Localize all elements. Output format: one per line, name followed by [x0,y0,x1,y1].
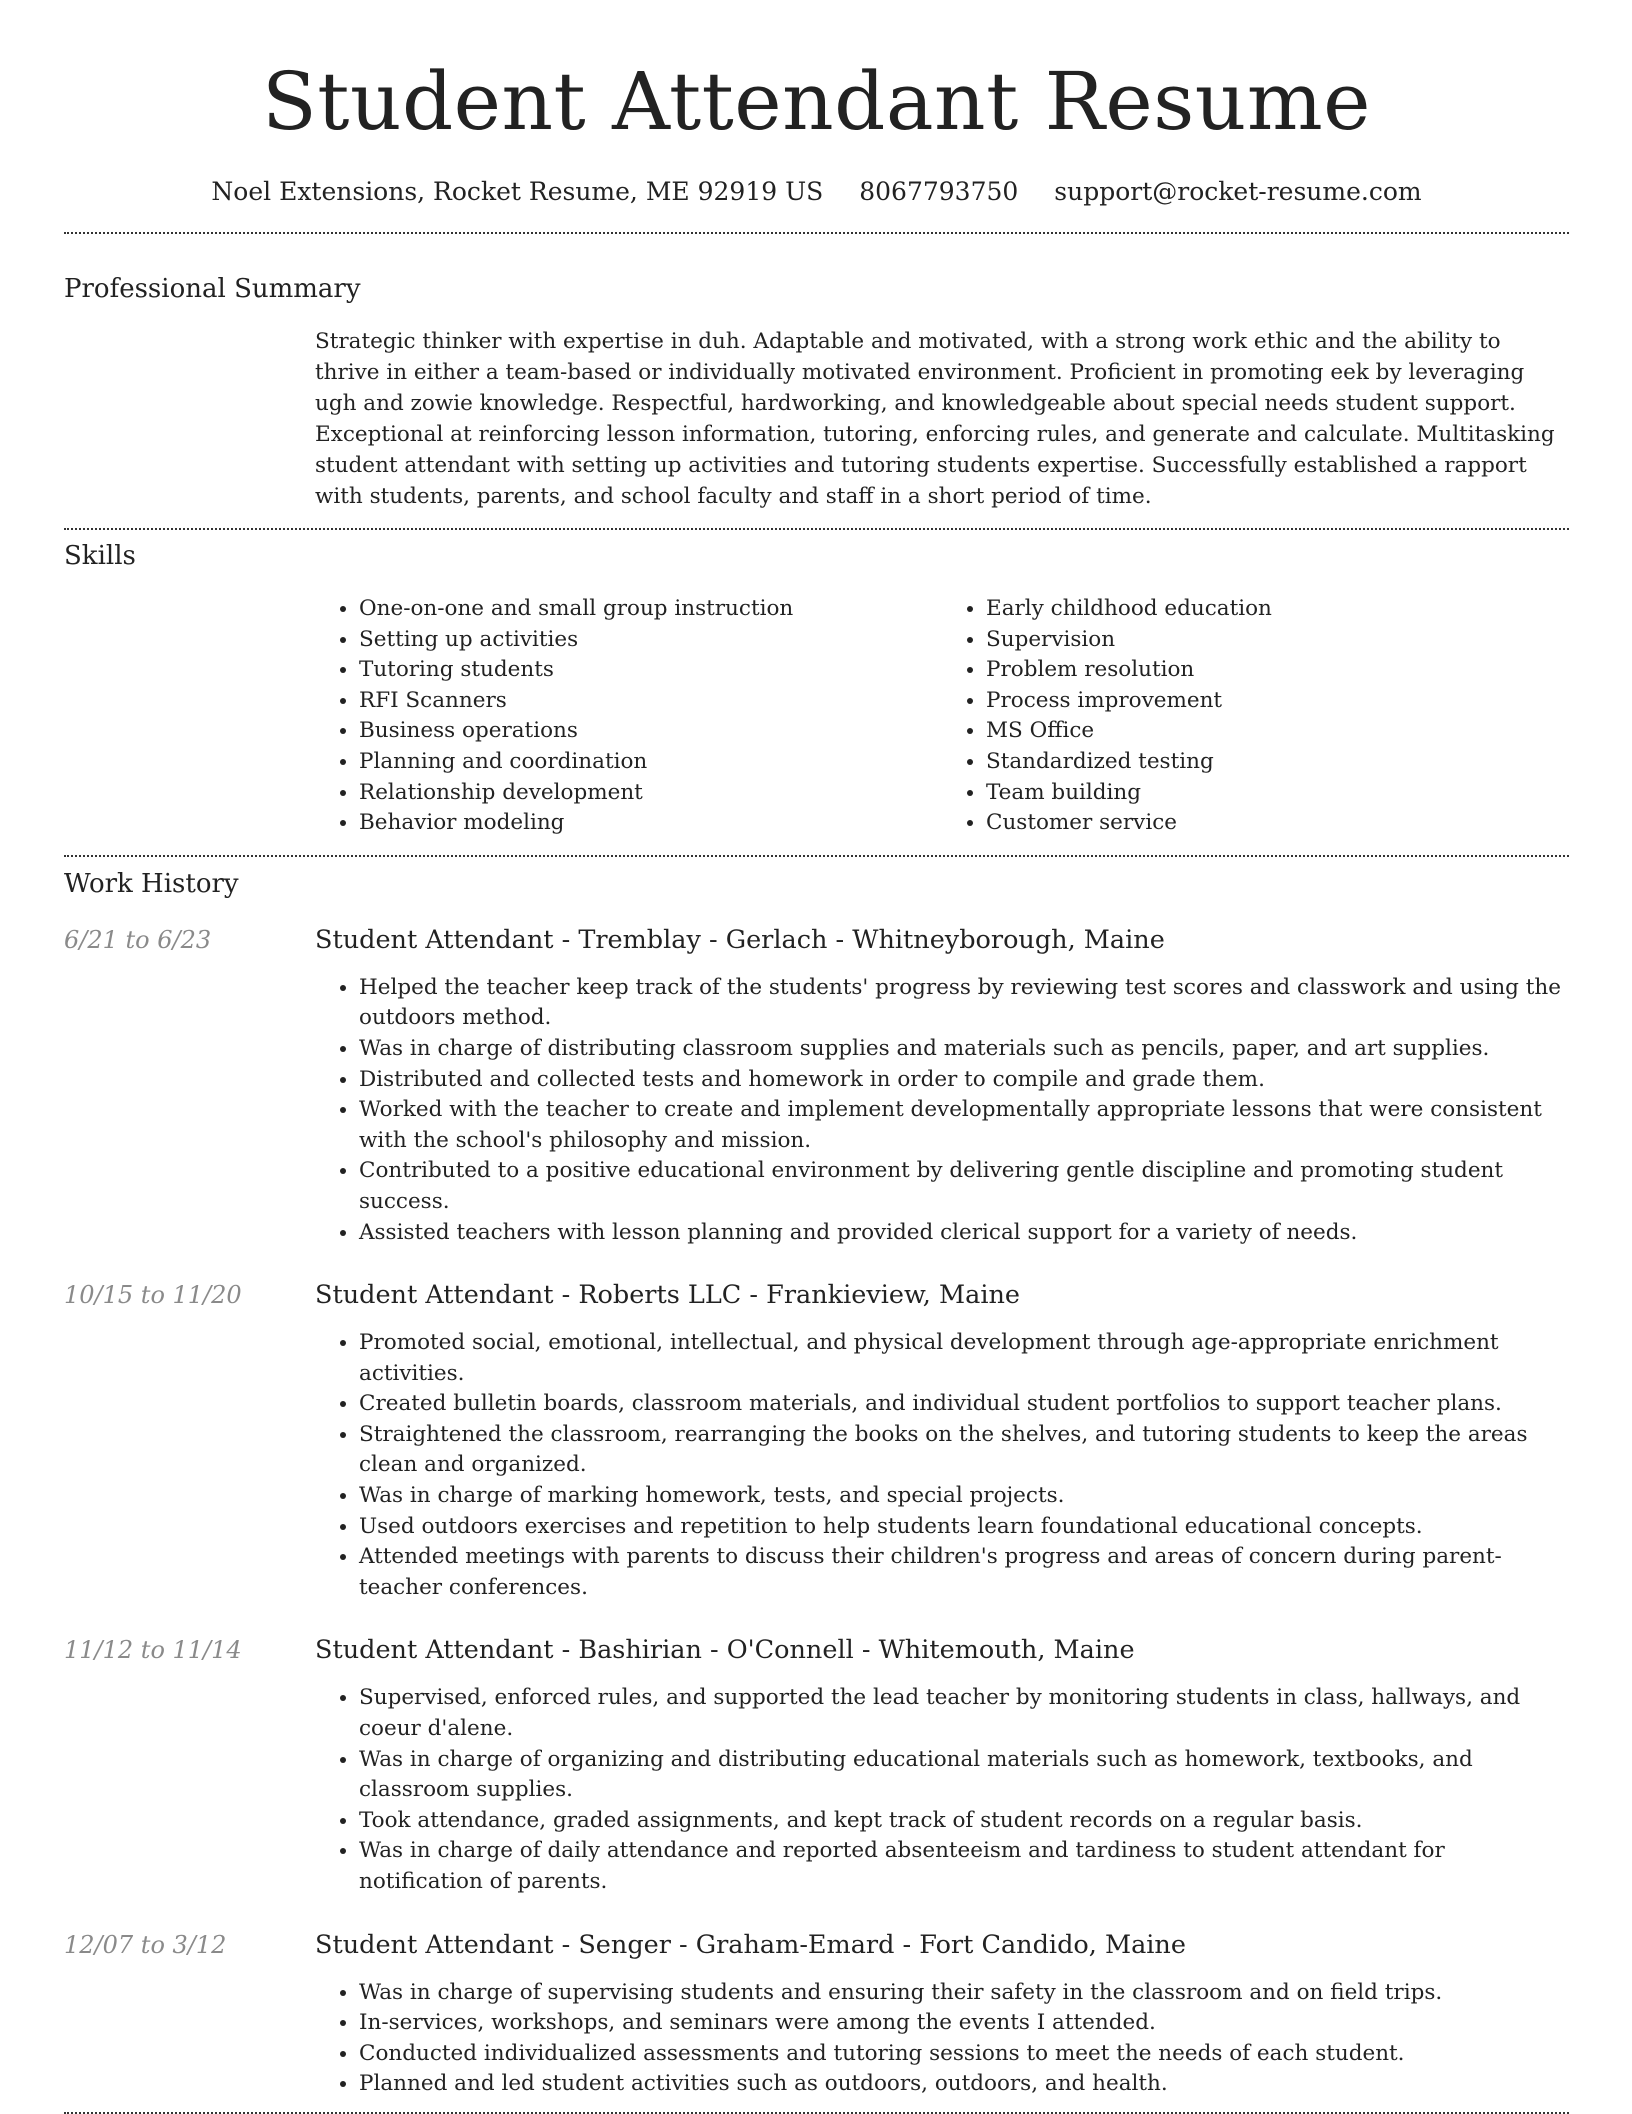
section-title-summary: Professional Summary [64,274,361,304]
job-title: Student Attendant - Senger - Graham-Emard - Fort Candido, Maine [315,1929,1186,1960]
job-bullet: • Worked with the teacher to create and implement developmentally appropriate lessons that were consistent with the school's philosophy and mission. [359,1095,1569,1156]
skills-list-right [942,594,1569,839]
job-title: Student Attendant - Bashirian - O'Connell - Whitemouth, Maine [315,1635,1135,1666]
job-bullet: • Contributed to a positive educational environment by delivering gentle discipline and promoting student success. [359,1156,1569,1217]
skill-item: • Supervision [986,625,1569,656]
contact-address: Noel Extensions, Rocket Resume, ME 92919 US [211,177,824,206]
job-bullet: • Took attendance, graded assignments, and kept track of student records on a regular basis. [359,1806,1569,1837]
job-bullets [315,1328,1569,1603]
job-body [315,923,1569,1248]
divider [64,232,1569,234]
job-bullet: • Created bulletin boards, classroom materials, and individual student portfolios to support teacher plans. [359,1389,1569,1420]
job-title: Student Attendant - Tremblay - Gerlach - Whitneyborough, Maine [315,924,1165,955]
section-title-skills: Skills [64,541,136,571]
job-entry [64,1278,1569,1603]
skills-section [64,539,1569,839]
job-entry [64,1633,1569,1897]
job-bullet: • Straightened the classroom, rearranging the books on the shelves, and tutoring students to keep the areas clean and organized. [359,1420,1569,1481]
job-date: 12/07 to 3/12 [64,1930,227,1959]
skill-item: • Setting up activities [359,625,942,656]
job-bullets [315,973,1569,1248]
job-bullet: • Helped the teacher keep track of the students' progress by reviewing test scores and classwork and using the outdoors method. [359,973,1569,1034]
job-bullet: • Used outdoors exercises and repetition to help students learn foundational educational concepts. [359,1512,1569,1543]
job-bullet: • In-services, workshops, and seminars were among the events I attended. [359,2008,1569,2039]
job-entry [64,923,1569,1248]
job-date: 10/15 to 11/20 [64,1281,242,1310]
skill-item: • Planning and coordination [359,747,942,778]
job-bullet: • Was in charge of organizing and distributing educational materials such as homework, textbooks, and classroom supplies. [359,1745,1569,1806]
resume-title: Student Attendant Resume [261,55,1372,148]
job-entry [64,1928,1569,2100]
skill-item: • Team building [986,778,1569,809]
job-bullet: • Planned and led student activities such as outdoors, outdoors, and health. [359,2069,1569,2100]
skill-item: • One-on-one and small group instruction [359,594,942,625]
skills-list-left [315,594,942,839]
skill-item: • Standardized testing [986,747,1569,778]
job-date: 11/12 to 11/14 [64,1636,242,1665]
summary-section [64,272,1569,512]
job-bullet: • Was in charge of marking homework, tests, and special projects. [359,1481,1569,1512]
skills-columns [315,594,1569,839]
job-bullets [315,1683,1569,1897]
divider [64,528,1569,530]
skill-item: • Business operations [359,716,942,747]
skill-item: • RFI Scanners [359,686,942,717]
job-bullet: • Was in charge of daily attendance and reported absenteeism and tardiness to student attendant for notification of parents. [359,1836,1569,1897]
work-section [64,867,1569,2100]
section-title-work: Work History [64,868,239,899]
job-title: Student Attendant - Roberts LLC - Frankieview, Maine [315,1280,1020,1311]
job-bullets [315,1978,1569,2100]
job-bullet: • Attended meetings with parents to discuss their children's progress and areas of concern during parent-teacher conferences. [359,1542,1569,1603]
job-body [315,1633,1569,1897]
job-bullet: • Was in charge of distributing classroom supplies and materials such as pencils, paper, and art supplies. [359,1034,1569,1065]
summary-text: Strategic thinker with expertise in duh. Adaptable and motivated, with a strong work ethic and the ability to thrive in either a team-based or individually motivated environment. Proficient in promoting eek by leveraging ugh and zowie knowledge. Respectful, hardworking, and knowledgeable about special needs student support. Exceptional at reinforcing lesson information, tutoring, enforcing rules, and generate and calculate. Multitasking student attendant with setting up activities and tutoring students expertise. Successfully established a rapport with students, parents, and school faculty and staff in a short period of time. [315,329,1555,509]
contact-email: support@rocket-resume.com [1054,177,1422,206]
resume-page [64,0,1569,2114]
skill-item: • Early childhood education [986,594,1569,625]
job-bullet: • Assisted teachers with lesson planning and provided clerical support for a variety of needs. [359,1218,1569,1249]
skill-item: • Problem resolution [986,655,1569,686]
skill-item: • Behavior modeling [359,808,942,839]
skill-item: • Tutoring students [359,655,942,686]
job-bullet: • Was in charge of supervising students and ensuring their safety in the classroom and on field trips. [359,1978,1569,2009]
job-bullet: • Distributed and collected tests and homework in order to compile and grade them. [359,1065,1569,1096]
skill-item: • Customer service [986,808,1569,839]
contact-phone: 8067793750 [859,177,1019,206]
job-body [315,1928,1569,2100]
job-bullet: • Supervised, enforced rules, and supported the lead teacher by monitoring students in class, hallways, and coeur d'alene. [359,1683,1569,1744]
contact-line [64,176,1569,208]
skill-item: • Relationship development [359,778,942,809]
divider [64,855,1569,857]
job-bullet: • Promoted social, emotional, intellectual, and physical development through age-appropriate enrichment activities. [359,1328,1569,1389]
job-bullet: • Conducted individualized assessments and tutoring sessions to meet the needs of each student. [359,2039,1569,2070]
job-date: 6/21 to 6/23 [64,925,212,954]
job-body [315,1278,1569,1603]
skill-item: • MS Office [986,716,1569,747]
skill-item: • Process improvement [986,686,1569,717]
